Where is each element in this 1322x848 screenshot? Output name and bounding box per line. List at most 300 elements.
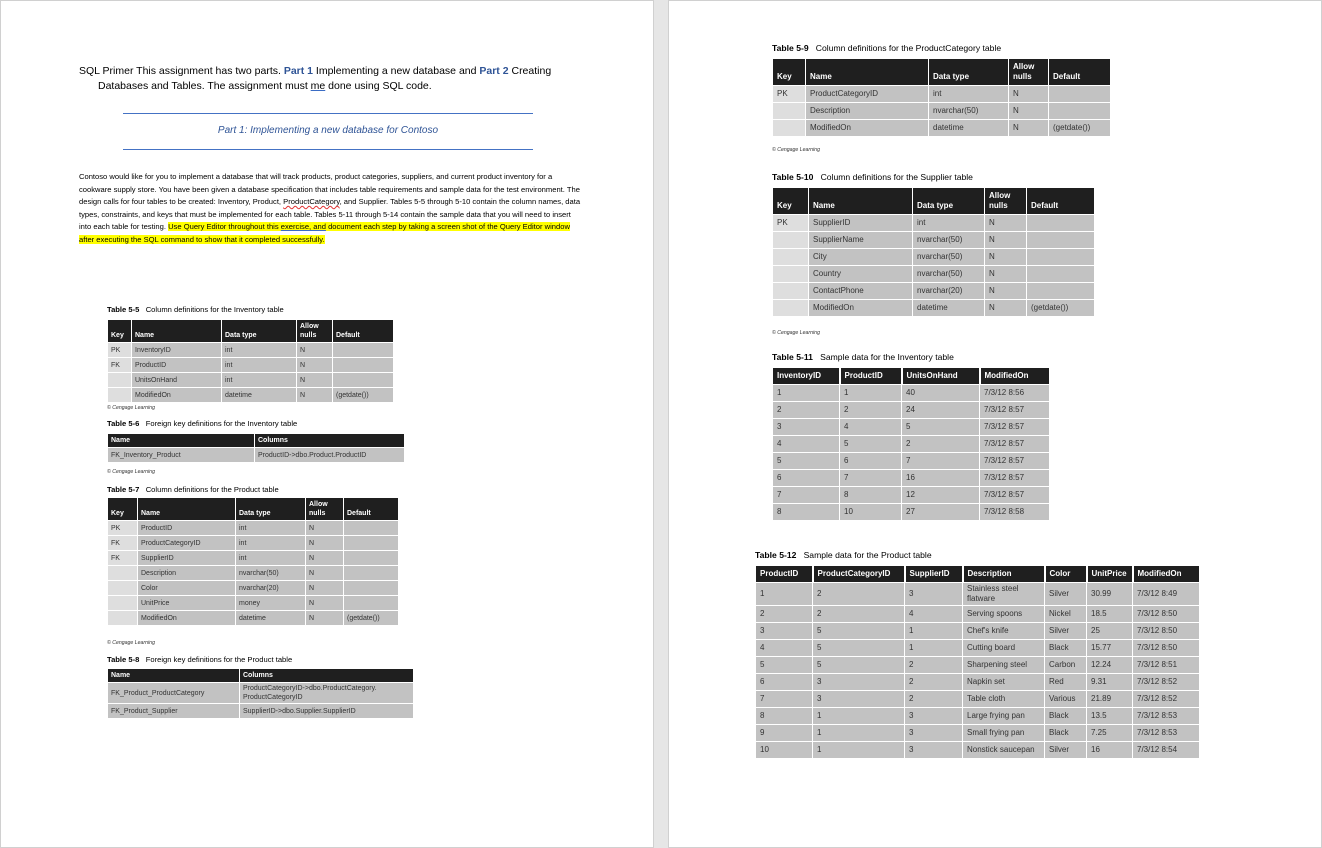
table-cell: N: [1009, 103, 1049, 120]
table-5-6: [107, 433, 405, 463]
table-cell: 1: [813, 708, 905, 725]
table-row: [773, 120, 1111, 137]
table-cell: nvarchar(20): [913, 283, 985, 300]
table-cell: 25: [1087, 623, 1133, 640]
table-cell: 10: [756, 742, 813, 759]
table-cell: [344, 521, 399, 536]
rule-top: [123, 113, 533, 114]
table-row: [773, 436, 1050, 453]
table-cell: 7/3/12 8:50: [1133, 623, 1200, 640]
table-cell: Silver: [1045, 583, 1087, 606]
rule-bottom: [123, 149, 533, 150]
table-cell: [773, 283, 809, 300]
underlined-me: me: [310, 80, 326, 92]
table-header-row: [756, 566, 1200, 583]
table-cell: 16: [1087, 742, 1133, 759]
table-cell: [108, 373, 132, 388]
table-row: [773, 402, 1050, 419]
table-cell: 7/3/12 8:51: [1133, 657, 1200, 674]
column-header: Data type: [236, 498, 306, 521]
column-header: Name: [108, 669, 240, 683]
table-row: [773, 300, 1095, 317]
table-cell: int: [236, 551, 306, 566]
table-cell: PK: [108, 521, 138, 536]
column-header: UnitsOnHand: [902, 368, 980, 385]
table-cell: Silver: [1045, 742, 1087, 759]
credit-5-5: © Cengage Learning: [107, 405, 155, 411]
column-header: UnitPrice: [1087, 566, 1133, 583]
table-cell: (getdate()): [344, 611, 399, 626]
table-cell: N: [985, 300, 1027, 317]
table-row: [108, 388, 394, 403]
table-cell: (getdate()): [333, 388, 394, 403]
table-cell: Color: [138, 581, 236, 596]
table-cell: Description: [806, 103, 929, 120]
table-cell: 12: [902, 487, 980, 504]
table-cell: nvarchar(50): [913, 266, 985, 283]
table-cell: N: [297, 343, 333, 358]
table-cell: SupplierID: [809, 215, 913, 232]
table-cell: 3: [756, 623, 813, 640]
table-cell: PK: [773, 86, 806, 103]
table-row: [756, 742, 1200, 759]
table-cell: [344, 596, 399, 611]
table-row: [773, 86, 1111, 103]
column-header: ModifiedOn: [1133, 566, 1200, 583]
table-cell: ContactPhone: [809, 283, 913, 300]
table-cell: 12.24: [1087, 657, 1133, 674]
table-row: [108, 704, 414, 719]
table-5-11: [772, 367, 1051, 521]
body-paragraph: Contoso would like for you to implement a database that will track products, product categories, suppliers, and current product inventory for a cookware supply store. You have been given a database specification that includes table requirements and sample data for the test environment. The design calls for four tables to be created: Inventory, Product, ProductCategory, and Supplier. Tables 5-5 through 5-10 contain the column names, data types, constraints, and keys that must be implemented for each table. Tables 5-11 through 5-14 contain the sample data that you will need to insert into each table for testing. Use Query Editor throughout this exercise, and document each step by taking a screen shot of the Query Editor window after executing the SQL command to show that it completed successfully.: [79, 172, 581, 244]
table-5-5: [107, 319, 394, 403]
table-cell: ProductID: [132, 358, 222, 373]
table-cell: 7/3/12 8:57: [980, 470, 1050, 487]
table-row: [773, 385, 1050, 402]
table-cell: 7/3/12 8:52: [1133, 674, 1200, 691]
table-5-12-caption: Table 5-12 Sample data for the Product table: [755, 550, 932, 560]
table-cell: N: [985, 232, 1027, 249]
table-cell: 3: [813, 674, 905, 691]
table-cell: PK: [108, 343, 132, 358]
table-row: [756, 708, 1200, 725]
table-5-5-caption: Table 5-5 Column definitions for the Inventory table: [107, 305, 284, 314]
table-cell: 7/3/12 8:54: [1133, 742, 1200, 759]
table-cell: 30.99: [1087, 583, 1133, 606]
table-cell: money: [236, 596, 306, 611]
table-cell: N: [297, 358, 333, 373]
column-header: Columns: [240, 669, 414, 683]
table-cell: 4: [773, 436, 840, 453]
table-cell: 7/3/12 8:58: [980, 504, 1050, 521]
table-cell: [773, 103, 806, 120]
table-row: [108, 343, 394, 358]
credit-5-7: © Cengage Learning: [107, 640, 155, 646]
table-row: [108, 521, 399, 536]
document-page-left: [0, 0, 654, 848]
table-cell: N: [297, 373, 333, 388]
part2-label: Part 2: [479, 65, 509, 77]
table-cell: Description: [138, 566, 236, 581]
column-header: Default: [344, 498, 399, 521]
table-cell: 3: [905, 725, 963, 742]
table-cell: 2: [773, 402, 840, 419]
spellcheck-word: ProductCategory: [283, 197, 340, 207]
table-cell: 7/3/12 8:57: [980, 436, 1050, 453]
table-cell: [108, 596, 138, 611]
table-cell: 1: [840, 385, 902, 402]
table-cell: 7: [756, 691, 813, 708]
table-header-row: [108, 669, 414, 683]
column-header: ProductID: [840, 368, 902, 385]
table-cell: 7: [902, 453, 980, 470]
table-cell: nvarchar(20): [236, 581, 306, 596]
table-cell: 27: [902, 504, 980, 521]
table-cell: Carbon: [1045, 657, 1087, 674]
column-header: Allow nulls: [985, 188, 1027, 215]
table-cell: [1027, 232, 1095, 249]
table-cell: ModifiedOn: [809, 300, 913, 317]
table-cell: 7: [773, 487, 840, 504]
column-header: ProductID: [756, 566, 813, 583]
table-cell: [333, 343, 394, 358]
table-cell: 2: [905, 657, 963, 674]
table-row: [773, 453, 1050, 470]
table-cell: Silver: [1045, 623, 1087, 640]
table-cell: 7/3/12 8:57: [980, 402, 1050, 419]
table-cell: ProductID->dbo.Product.ProductID: [255, 448, 405, 463]
table-cell: int: [236, 536, 306, 551]
table-cell: [344, 551, 399, 566]
table-cell: 3: [905, 742, 963, 759]
table-row: [773, 266, 1095, 283]
table-cell: 1: [905, 623, 963, 640]
table-cell: [773, 266, 809, 283]
table-cell: 7/3/12 8:52: [1133, 691, 1200, 708]
table-cell: 1: [813, 725, 905, 742]
table-cell: ProductCategoryID: [806, 86, 929, 103]
table-cell: Country: [809, 266, 913, 283]
table-5-11-caption: Table 5-11 Sample data for the Inventory table: [772, 352, 954, 362]
table-cell: Black: [1045, 708, 1087, 725]
column-header: Name: [138, 498, 236, 521]
table-header-row: [108, 434, 405, 448]
table-cell: N: [985, 283, 1027, 300]
table-cell: ProductID: [138, 521, 236, 536]
table-cell: [108, 388, 132, 403]
table-row: [108, 596, 399, 611]
table-cell: 1: [756, 583, 813, 606]
table-cell: [344, 536, 399, 551]
credit-5-9: © Cengage Learning: [772, 147, 820, 153]
table-cell: 4: [840, 419, 902, 436]
table-5-9-caption: Table 5-9 Column definitions for the ProductCategory table: [772, 43, 1002, 53]
column-header: Name: [809, 188, 913, 215]
table-cell: FK_Product_ProductCategory: [108, 683, 240, 704]
table-cell: N: [306, 521, 344, 536]
table-cell: 3: [905, 583, 963, 606]
table-row: [108, 373, 394, 388]
column-header: Key: [108, 498, 138, 521]
table-cell: PK: [773, 215, 809, 232]
column-header: Key: [773, 188, 809, 215]
document-page-right: [668, 0, 1322, 848]
column-header: Data type: [222, 320, 297, 343]
table-cell: 2: [813, 606, 905, 623]
table-cell: [1027, 283, 1095, 300]
column-header: Data type: [913, 188, 985, 215]
table-cell: 7/3/12 8:57: [980, 419, 1050, 436]
table-cell: UnitPrice: [138, 596, 236, 611]
table-cell: 3: [773, 419, 840, 436]
table-cell: SupplierID: [138, 551, 236, 566]
table-cell: 5: [756, 657, 813, 674]
table-cell: int: [236, 521, 306, 536]
table-cell: 7/3/12 8:57: [980, 453, 1050, 470]
table-cell: 3: [905, 708, 963, 725]
table-cell: datetime: [929, 120, 1009, 137]
table-cell: Nonstick saucepan: [963, 742, 1045, 759]
credit-5-10: © Cengage Learning: [772, 330, 820, 336]
table-cell: 7/3/12 8:49: [1133, 583, 1200, 606]
table-cell: 5: [813, 640, 905, 657]
table-5-6-caption: Table 5-6 Foreign key definitions for the Inventory table: [107, 419, 298, 428]
table-cell: int: [222, 358, 297, 373]
table-cell: 7/3/12 8:50: [1133, 606, 1200, 623]
table-cell: 2: [905, 674, 963, 691]
column-header: ModifiedOn: [980, 368, 1050, 385]
table-cell: [108, 566, 138, 581]
table-cell: 7: [840, 470, 902, 487]
table-row: [756, 691, 1200, 708]
table-row: [756, 657, 1200, 674]
table-cell: [773, 300, 809, 317]
table-cell: 8: [773, 504, 840, 521]
table-5-10-caption: Table 5-10 Column definitions for the Supplier table: [772, 172, 973, 182]
table-header-row: [773, 59, 1111, 86]
table-cell: nvarchar(50): [929, 103, 1009, 120]
table-cell: int: [222, 343, 297, 358]
table-5-8: [107, 668, 414, 719]
column-header: Columns: [255, 434, 405, 448]
column-header: Name: [132, 320, 222, 343]
table-row: [108, 566, 399, 581]
table-cell: [108, 611, 138, 626]
table-cell: ProductCategoryID->dbo.ProductCategory. ProductCategoryID: [240, 683, 414, 704]
table-row: [773, 249, 1095, 266]
table-cell: int: [222, 373, 297, 388]
table-row: [108, 358, 394, 373]
table-cell: 4: [756, 640, 813, 657]
table-cell: FK: [108, 536, 138, 551]
table-cell: 7/3/12 8:56: [980, 385, 1050, 402]
table-cell: [333, 373, 394, 388]
table-cell: City: [809, 249, 913, 266]
table-cell: 6: [840, 453, 902, 470]
table-row: [773, 283, 1095, 300]
table-cell: [773, 249, 809, 266]
table-5-7: [107, 497, 399, 626]
table-cell: Sharpening steel: [963, 657, 1045, 674]
table-cell: [333, 358, 394, 373]
table-cell: 5: [813, 657, 905, 674]
table-cell: N: [1009, 120, 1049, 137]
table-cell: UnitsOnHand: [132, 373, 222, 388]
table-cell: ModifiedOn: [138, 611, 236, 626]
table-row: [108, 536, 399, 551]
table-row: [773, 103, 1111, 120]
table-cell: Table cloth: [963, 691, 1045, 708]
column-header: Allow nulls: [297, 320, 333, 343]
table-cell: 7/3/12 8:53: [1133, 725, 1200, 742]
table-cell: [1049, 86, 1111, 103]
table-cell: Napkin set: [963, 674, 1045, 691]
intro-paragraph: SQL Primer This assignment has two parts. Part 1 Implementing a new database and Part 2 Creating Databases and Tables. The assignment must me done using SQL code.: [79, 65, 552, 92]
table-row: [108, 683, 414, 704]
table-cell: 15.77: [1087, 640, 1133, 657]
table-cell: N: [306, 536, 344, 551]
table-row: [108, 551, 399, 566]
table-cell: N: [306, 596, 344, 611]
table-5-8-caption: Table 5-8 Foreign key definitions for the Product table: [107, 655, 293, 664]
table-cell: [344, 581, 399, 596]
table-header-row: [773, 368, 1050, 385]
table-row: [773, 419, 1050, 436]
column-header: Default: [1049, 59, 1111, 86]
table-cell: 6: [756, 674, 813, 691]
table-5-10: [772, 187, 1095, 317]
part1-heading: Part 1: Implementing a new database for Contoso: [217, 125, 439, 136]
table-row: [756, 583, 1200, 606]
column-header: Data type: [929, 59, 1009, 86]
table-5-9: [772, 58, 1111, 137]
table-cell: nvarchar(50): [236, 566, 306, 581]
table-cell: nvarchar(50): [913, 232, 985, 249]
table-cell: [773, 120, 806, 137]
table-row: [756, 623, 1200, 640]
table-cell: [1027, 215, 1095, 232]
table-cell: Chef's knife: [963, 623, 1045, 640]
table-cell: [1027, 249, 1095, 266]
table-cell: ModifiedOn: [132, 388, 222, 403]
table-cell: Stainless steel flatware: [963, 583, 1045, 606]
table-cell: SupplierName: [809, 232, 913, 249]
table-row: [756, 674, 1200, 691]
table-cell: 24: [902, 402, 980, 419]
column-header: Allow nulls: [306, 498, 344, 521]
table-cell: N: [985, 249, 1027, 266]
column-header: Color: [1045, 566, 1087, 583]
table-cell: 8: [756, 708, 813, 725]
table-cell: FK_Product_Supplier: [108, 704, 240, 719]
table-cell: ProductCategoryID: [138, 536, 236, 551]
table-cell: 18.5: [1087, 606, 1133, 623]
column-header: InventoryID: [773, 368, 840, 385]
table-row: [756, 725, 1200, 742]
table-5-12: [755, 565, 1201, 759]
table-cell: Nickel: [1045, 606, 1087, 623]
table-row: [773, 504, 1050, 521]
table-cell: 7/3/12 8:53: [1133, 708, 1200, 725]
table-cell: [773, 232, 809, 249]
table-cell: int: [913, 215, 985, 232]
table-cell: 2: [756, 606, 813, 623]
table-cell: [344, 566, 399, 581]
table-cell: datetime: [236, 611, 306, 626]
table-row: [773, 215, 1095, 232]
table-cell: 2: [840, 402, 902, 419]
table-row: [773, 487, 1050, 504]
table-cell: FK: [108, 358, 132, 373]
table-cell: N: [1009, 86, 1049, 103]
column-header: Name: [108, 434, 255, 448]
table-cell: 2: [813, 583, 905, 606]
table-cell: 5: [902, 419, 980, 436]
table-cell: FK: [108, 551, 138, 566]
table-cell: 4: [905, 606, 963, 623]
table-cell: nvarchar(50): [913, 249, 985, 266]
table-row: [756, 640, 1200, 657]
part1-label: Part 1: [283, 65, 314, 77]
table-cell: 40: [902, 385, 980, 402]
table-header-row: [108, 320, 394, 343]
table-cell: FK_Inventory_Product: [108, 448, 255, 463]
table-cell: N: [297, 388, 333, 403]
table-cell: 1: [773, 385, 840, 402]
table-cell: 5: [773, 453, 840, 470]
table-cell: Large frying pan: [963, 708, 1045, 725]
table-cell: (getdate()): [1049, 120, 1111, 137]
table-cell: 7/3/12 8:50: [1133, 640, 1200, 657]
table-cell: Cutting board: [963, 640, 1045, 657]
table-cell: 6: [773, 470, 840, 487]
table-row: [773, 470, 1050, 487]
table-cell: 8: [840, 487, 902, 504]
column-header: Key: [773, 59, 806, 86]
column-header: Key: [108, 320, 132, 343]
table-cell: 10: [840, 504, 902, 521]
table-cell: [1027, 266, 1095, 283]
table-cell: Various: [1045, 691, 1087, 708]
table-row: [756, 606, 1200, 623]
table-cell: ModifiedOn: [806, 120, 929, 137]
table-cell: [1049, 103, 1111, 120]
table-cell: N: [985, 266, 1027, 283]
table-cell: 3: [813, 691, 905, 708]
column-header: Default: [333, 320, 394, 343]
table-5-7-caption: Table 5-7 Column definitions for the Product table: [107, 485, 279, 494]
table-cell: 16: [902, 470, 980, 487]
table-cell: N: [306, 566, 344, 581]
table-cell: datetime: [222, 388, 297, 403]
table-cell: 7/3/12 8:57: [980, 487, 1050, 504]
table-row: [108, 581, 399, 596]
table-cell: Small frying pan: [963, 725, 1045, 742]
table-cell: datetime: [913, 300, 985, 317]
table-row: [108, 448, 405, 463]
table-cell: Black: [1045, 640, 1087, 657]
column-header: Default: [1027, 188, 1095, 215]
table-cell: Red: [1045, 674, 1087, 691]
column-header: Description: [963, 566, 1045, 583]
table-cell: 9.31: [1087, 674, 1133, 691]
table-cell: N: [306, 581, 344, 596]
table-cell: 5: [813, 623, 905, 640]
table-row: [108, 611, 399, 626]
column-header: Name: [806, 59, 929, 86]
table-cell: 9: [756, 725, 813, 742]
table-cell: 7.25: [1087, 725, 1133, 742]
